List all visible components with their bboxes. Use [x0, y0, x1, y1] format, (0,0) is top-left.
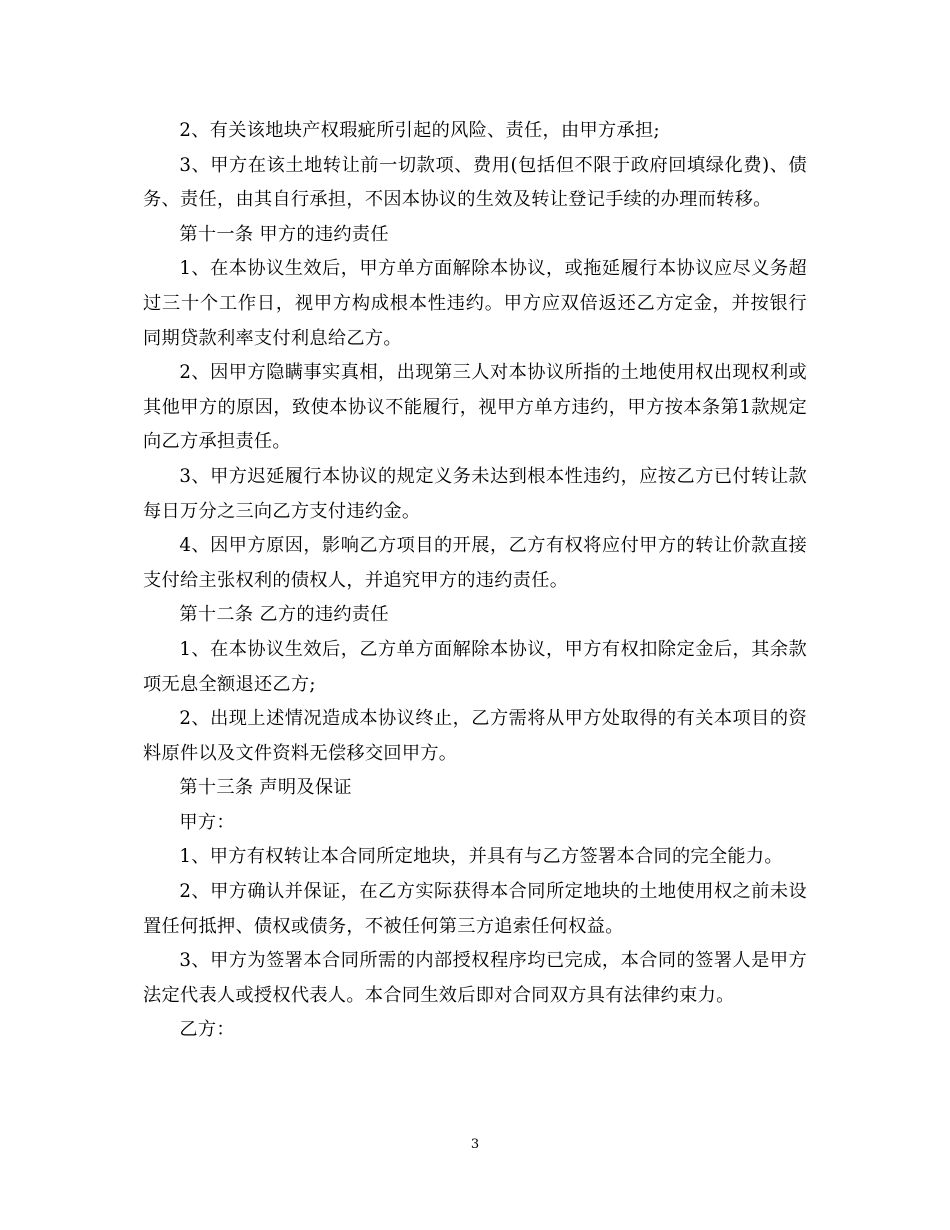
paragraph-clause-12-item-2: 2、出现上述情况造成本协议终止，乙方需将从甲方处取得的有关本项目的资料原件以及文件资料无偿移交回甲方。: [143, 708, 807, 764]
paragraph-clause-11-item-2: 2、因甲方隐瞒事实真相，出现第三人对本协议所指的土地使用权出现权利或其他甲方的原因，致使本协议不能履行，视甲方单方违约，甲方按本条第1款规定向乙方承担责任。: [143, 362, 807, 453]
party-b-label: 乙方：: [179, 1019, 235, 1041]
paragraph-clause-10-item-2: 2、有关该地块产权瑕疵所引起的风险、责任，由甲方承担;: [179, 120, 660, 141]
paragraph-clause-11-item-3: 3、甲方迟延履行本协议的规定义务未达到根本性违约，应按乙方已付转让款每日万分之三向乙方支付违约金。: [143, 465, 807, 522]
heading-clause-11: 第十一条 甲方的违约责任: [179, 223, 389, 245]
party-a-label: 甲方：: [179, 811, 235, 833]
document-body: [143, 114, 807, 1048]
page-number: 3: [470, 1137, 480, 1152]
paragraph-clause-10-item-3: 3、甲方在该土地转让前一切款项、费用(包括但不限于政府回填绿化费)、债务、责任，由其自行承担，不因本协议的生效及转让登记手续的办理而转移。: [143, 154, 807, 211]
paragraph-clause-12-item-1: 1、在本协议生效后，乙方单方面解除本协议，甲方有权扣除定金后，其余款项无息全额退还乙方;: [143, 638, 807, 695]
paragraph-clause-13-party-a-item-1: 1、甲方有权转让本合同所定地块，并具有与乙方签署本合同的完全能力。: [179, 846, 783, 868]
paragraph-clause-13-party-a-item-3: 3、甲方为签署本合同所需的内部授权程序均已完成，本合同的签署人是甲方法定代表人或授权代表人。本合同生效后即对合同双方具有法律约束力。: [143, 950, 807, 1006]
paragraph-clause-11-item-1: 1、在本协议生效后，甲方单方面解除本协议，或拖延履行本协议应尽义务超过三十个工作日，视甲方构成根本性违约。甲方应双倍返还乙方定金，并按银行同期贷款利率支付利息给乙方。: [143, 258, 807, 349]
heading-clause-12: 第十二条 乙方的违约责任: [179, 604, 389, 626]
paragraph-clause-13-party-a-item-2: 2、甲方确认并保证，在乙方实际获得本合同所定地块的土地使用权之前未设置任何抵押、债权或债务，不被任何第三方追索任何权益。: [143, 881, 807, 937]
heading-clause-13: 第十三条 声明及保证: [179, 777, 352, 799]
paragraph-clause-11-item-4: 4、因甲方原因，影响乙方项目的开展，乙方有权将应付甲方的转让价款直接支付给主张权利的债权人，并追究甲方的违约责任。: [143, 535, 807, 591]
